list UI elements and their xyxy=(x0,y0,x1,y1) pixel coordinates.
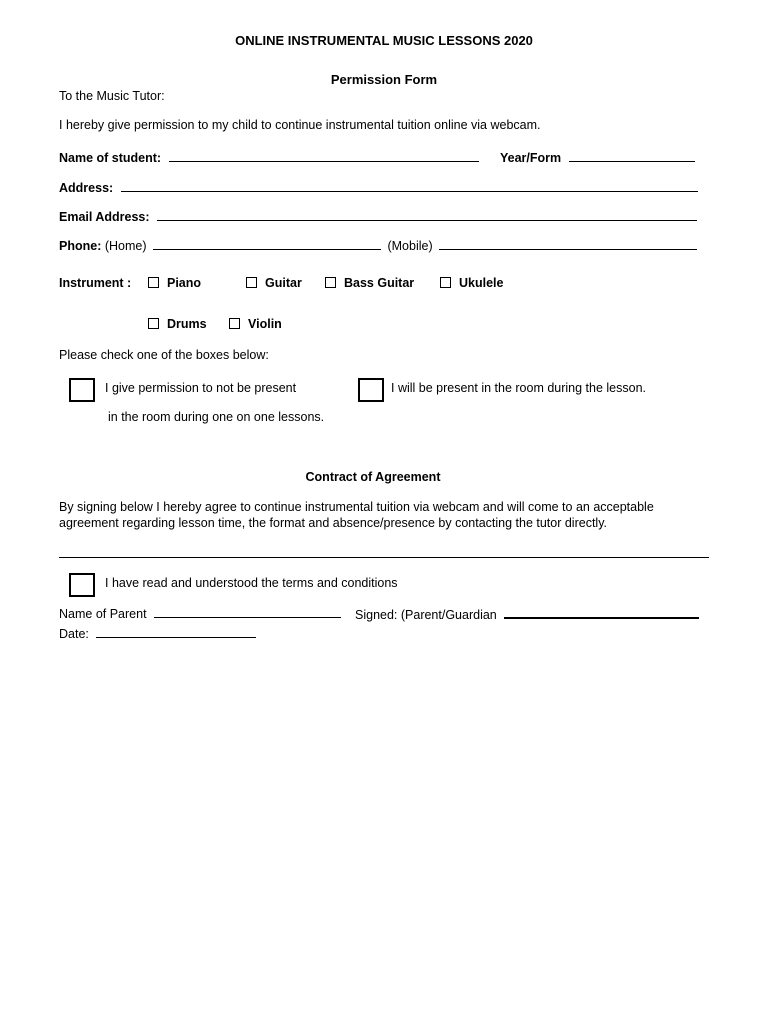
phone-label: Phone: xyxy=(59,239,102,253)
instrument-option-drums[interactable]: Drums xyxy=(148,317,207,331)
present-checkbox[interactable] xyxy=(358,378,384,402)
signed-row xyxy=(355,605,699,622)
signature-field[interactable] xyxy=(504,605,699,619)
instrument-label: Instrument : xyxy=(59,276,132,290)
checkbox-icon[interactable] xyxy=(148,277,159,288)
year-form-row xyxy=(500,149,695,165)
year-form-field[interactable] xyxy=(569,149,695,162)
date-field[interactable] xyxy=(96,625,256,638)
instrument-option-ukulele[interactable]: Ukulele xyxy=(440,276,503,290)
contract-text-line2: agreement regarding lesson time, the format and absence/presence by contacting the tutor directly. xyxy=(59,516,607,530)
instrument-option-violin[interactable]: Violin xyxy=(229,317,282,331)
permission-statement: I hereby give permission to my child to continue instrumental tuition online via webcam. xyxy=(59,118,541,132)
phone-mobile-field[interactable] xyxy=(439,237,697,250)
email-row xyxy=(59,208,697,224)
student-name-label: Name of student: xyxy=(59,151,162,165)
date-row xyxy=(59,625,256,641)
checkbox-icon[interactable] xyxy=(325,277,336,288)
salutation: To the Music Tutor: xyxy=(59,89,165,103)
checkbox-icon[interactable] xyxy=(148,318,159,329)
instrument-option-bass-guitar[interactable]: Bass Guitar xyxy=(325,276,414,290)
year-form-label: Year/Form xyxy=(500,151,562,165)
address-field[interactable] xyxy=(121,179,698,192)
phone-row xyxy=(59,237,697,253)
address-label: Address: xyxy=(59,181,114,195)
student-name-field[interactable] xyxy=(169,149,479,162)
instrument-option-guitar[interactable]: Guitar xyxy=(246,276,302,290)
not-present-label-line2: in the room during one on one lessons. xyxy=(108,410,325,424)
checkbox-icon[interactable] xyxy=(229,318,240,329)
parent-name-row xyxy=(59,605,341,621)
parent-name-label: Name of Parent xyxy=(59,607,147,621)
form-title: ONLINE INSTRUMENTAL MUSIC LESSONS 2020 xyxy=(235,33,533,48)
terms-label: I have read and understood the terms and conditions xyxy=(105,576,398,590)
instrument-option-piano[interactable]: Piano xyxy=(148,276,201,290)
checkbox-icon[interactable] xyxy=(440,277,451,288)
present-label: I will be present in the room during the lesson. xyxy=(391,381,646,395)
address-row xyxy=(59,179,698,195)
phone-mobile-label: (Mobile) xyxy=(387,239,433,253)
phone-home-field[interactable] xyxy=(153,237,381,250)
signed-label: Signed: (Parent/Guardian xyxy=(355,608,497,622)
terms-checkbox[interactable] xyxy=(69,573,95,597)
email-field[interactable] xyxy=(157,208,697,221)
phone-home-label: (Home) xyxy=(104,239,147,253)
not-present-checkbox[interactable] xyxy=(69,378,95,402)
email-label: Email Address: xyxy=(59,210,150,224)
date-label: Date: xyxy=(59,627,89,641)
not-present-label-line1: I give permission to not be present xyxy=(105,381,297,395)
contract-text-line1: By signing below I hereby agree to continue instrumental tuition via webcam and will come to an acceptable xyxy=(59,500,654,514)
form-subtitle: Permission Form xyxy=(330,72,438,87)
contract-heading: Contract of Agreement xyxy=(305,470,441,484)
checkbox-icon[interactable] xyxy=(246,277,257,288)
parent-name-field[interactable] xyxy=(154,605,341,618)
divider-line xyxy=(59,557,709,558)
presence-instruction: Please check one of the boxes below: xyxy=(59,348,269,362)
student-name-row xyxy=(59,149,479,165)
